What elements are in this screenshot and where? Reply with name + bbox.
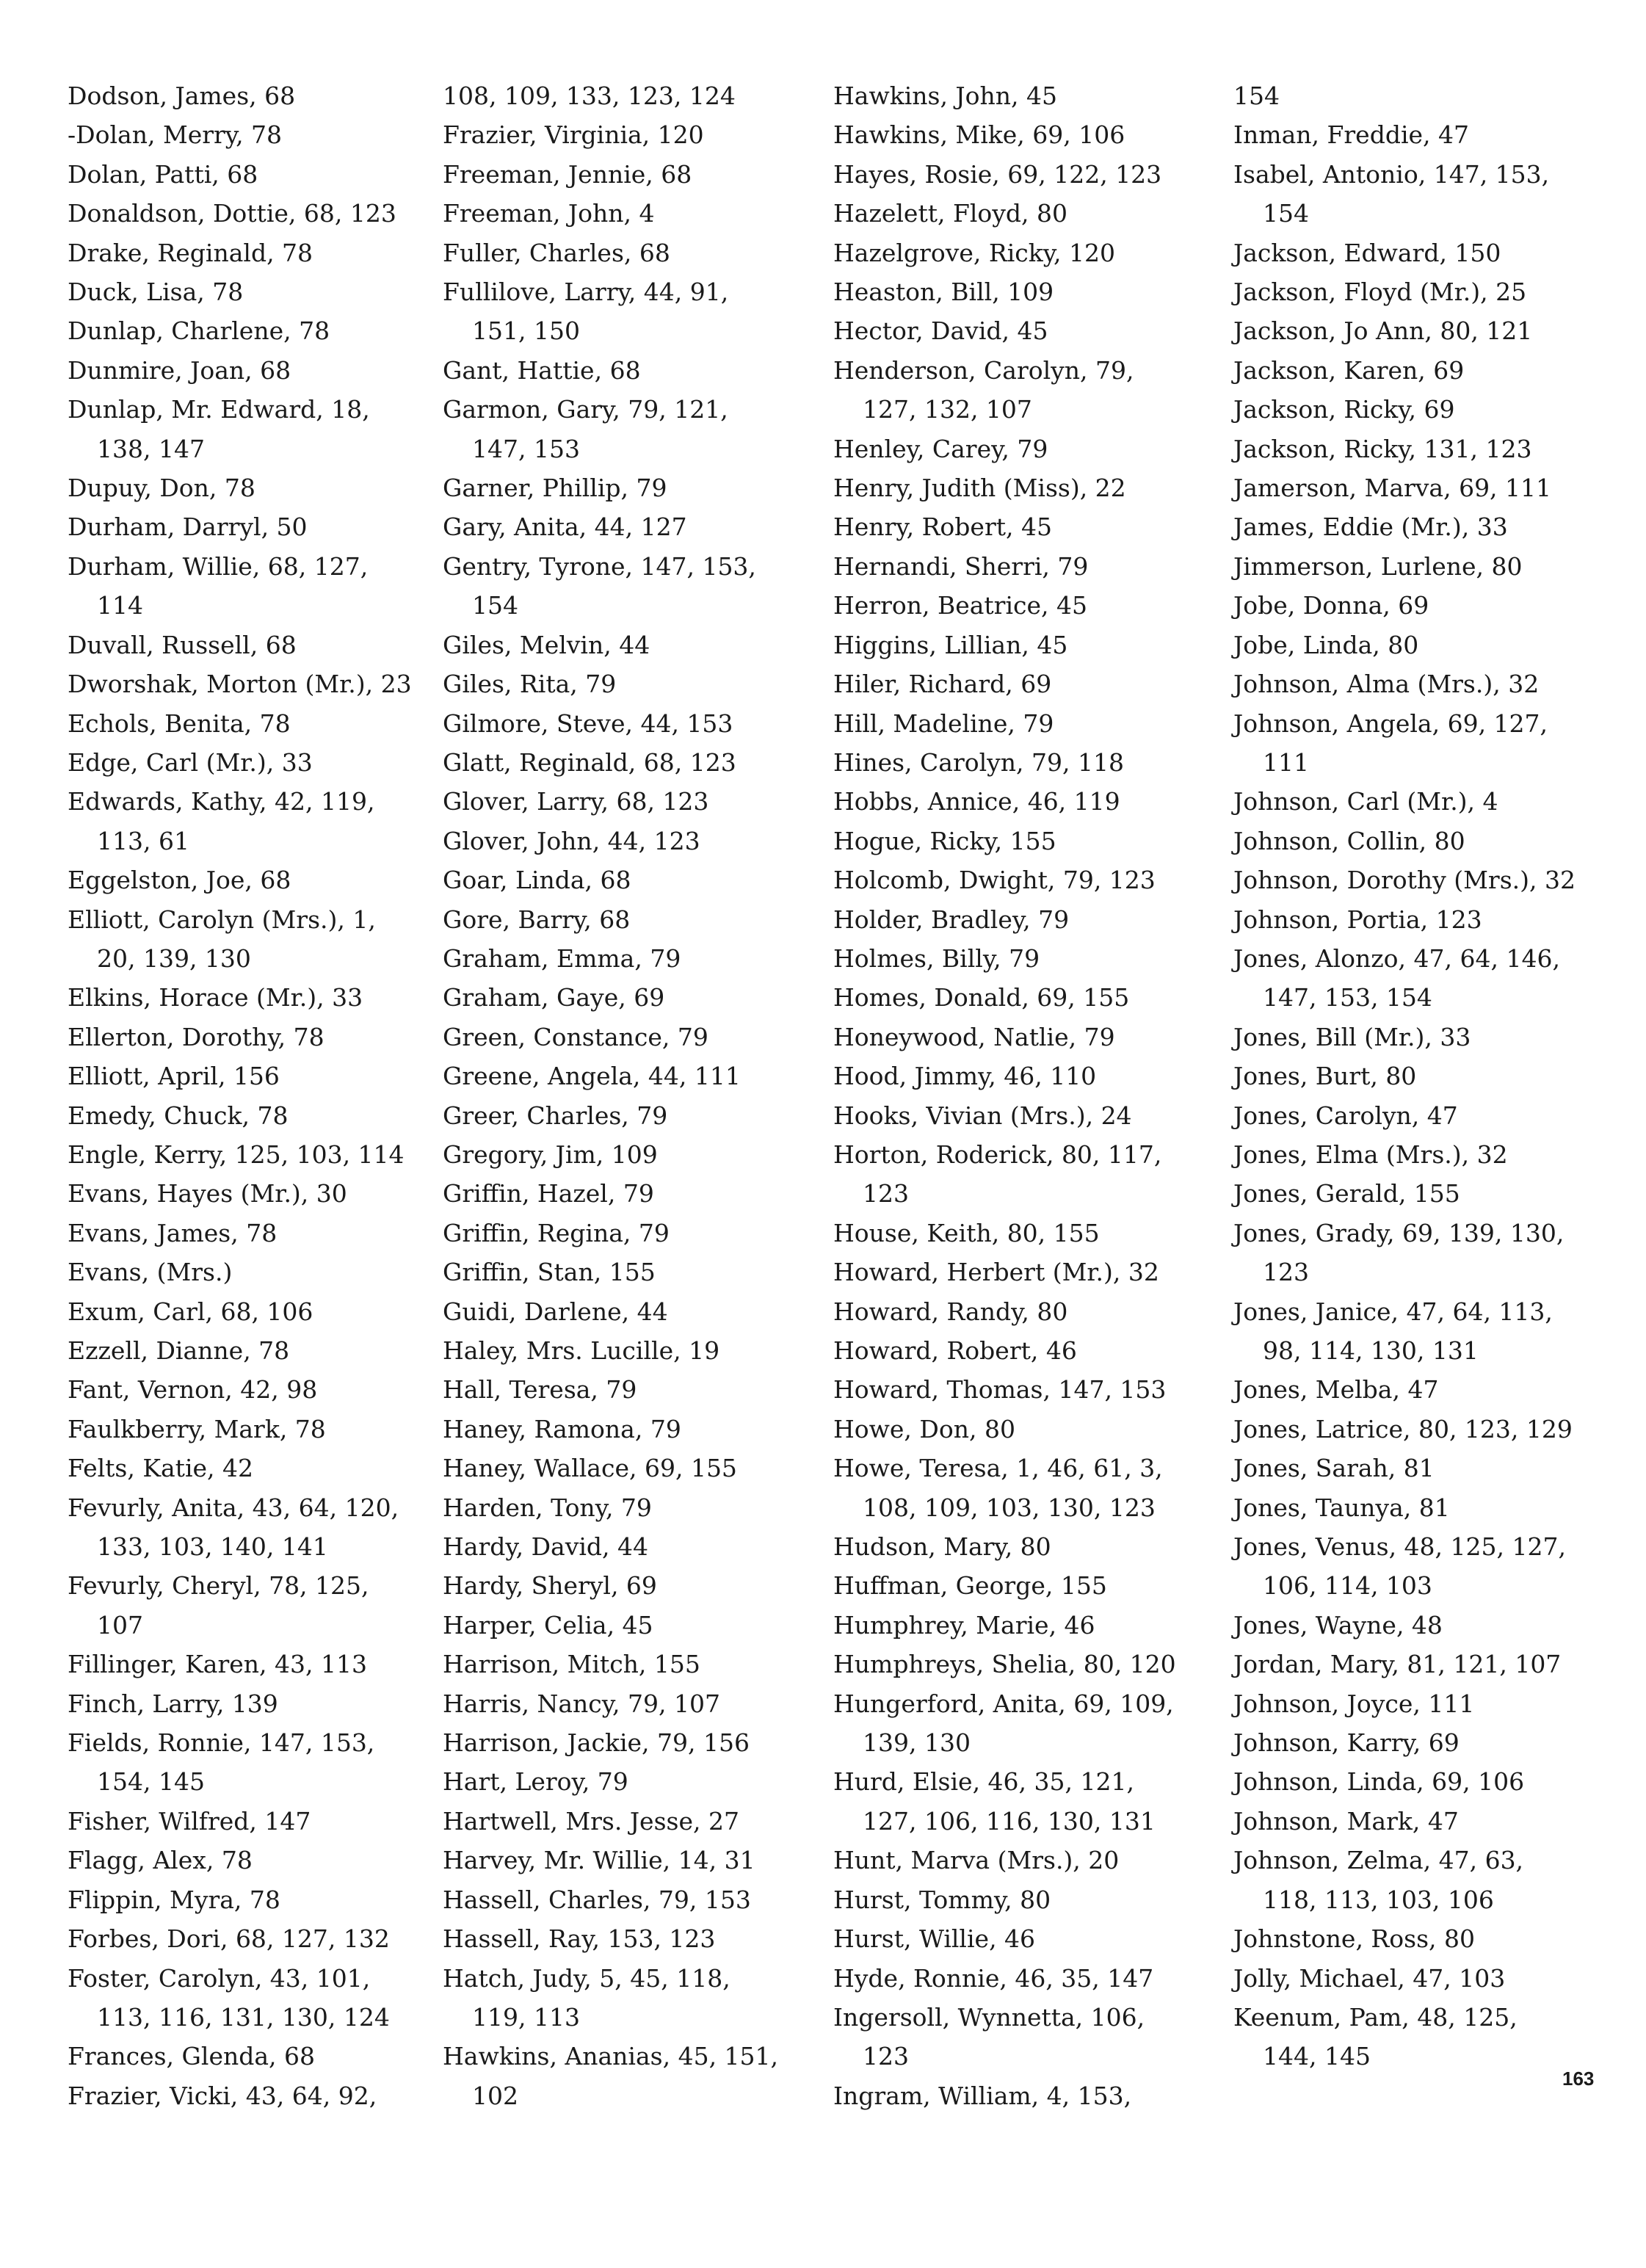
index-entry: Jones, Latrice, 80, 123, 129 bbox=[1233, 1414, 1573, 1443]
index-entry: Glover, John, 44, 123 bbox=[443, 826, 700, 855]
index-entry: Jones, Sarah, 81 bbox=[1233, 1454, 1435, 1483]
index-entry: Jones, Burt, 80 bbox=[1233, 1062, 1417, 1091]
index-entry: Heaston, Bill, 109 bbox=[833, 278, 1054, 307]
index-entry: Gilmore, Steve, 44, 153 bbox=[443, 709, 733, 738]
index-entry: Hood, Jimmy, 46, 110 bbox=[833, 1062, 1097, 1091]
index-entry: Howard, Robert, 46 bbox=[833, 1336, 1077, 1365]
index-entry: Hart, Leroy, 79 bbox=[443, 1767, 628, 1797]
index-entry: Ingersoll, Wynnetta, 106, 123 bbox=[833, 2002, 1145, 2071]
index-entry: Johnson, Joyce, 111 bbox=[1233, 1689, 1475, 1718]
index-entry: Fevurly, Anita, 43, 64, 120, 133, 103, 140, 141 bbox=[68, 1493, 399, 1562]
index-entry: Jones, Elma (Mrs.), 32 bbox=[1233, 1140, 1508, 1169]
index-entry: Jackson, Floyd (Mr.), 25 bbox=[1233, 278, 1527, 307]
index-entry: Graham, Gaye, 69 bbox=[443, 983, 665, 1012]
index-entry: Jones, Melba, 47 bbox=[1233, 1375, 1439, 1405]
index-entry: Drake, Reginald, 78 bbox=[68, 238, 313, 267]
index-column-1 bbox=[68, 76, 420, 2115]
index-entry: Howard, Randy, 80 bbox=[833, 1297, 1068, 1326]
index-entry: Ezzell, Dianne, 78 bbox=[68, 1336, 290, 1365]
index-column-3 bbox=[833, 76, 1178, 2115]
index-entry: Huffman, George, 155 bbox=[833, 1571, 1107, 1601]
index-entry: Finch, Larry, 139 bbox=[68, 1689, 278, 1718]
index-entry: Goar, Linda, 68 bbox=[443, 866, 631, 895]
index-entry: Dunlap, Charlene, 78 bbox=[68, 316, 330, 346]
index-entry: Henderson, Carolyn, 79, 127, 132, 107 bbox=[833, 355, 1134, 424]
index-entry: Giles, Rita, 79 bbox=[443, 670, 617, 699]
index-entry: Ingram, William, 4, 153, bbox=[833, 2081, 1132, 2110]
index-entry: Hartwell, Mrs. Jesse, 27 bbox=[443, 1806, 739, 1836]
index-entry: Hines, Carolyn, 79, 118 bbox=[833, 747, 1124, 777]
index-entry: Humphreys, Shelia, 80, 120 bbox=[833, 1650, 1176, 1679]
index-entry: Hazelgrove, Ricky, 120 bbox=[833, 238, 1115, 267]
index-entry: Hungerford, Anita, 69, 109, 139, 130 bbox=[833, 1689, 1174, 1758]
index-entry: Jordan, Mary, 81, 121, 107 bbox=[1233, 1650, 1562, 1679]
index-entry: Griffin, Hazel, 79 bbox=[443, 1179, 654, 1209]
index-entry: Harrison, Jackie, 79, 156 bbox=[443, 1728, 750, 1758]
index-entry: Hassell, Charles, 79, 153 bbox=[443, 1885, 751, 1914]
index-entry: Duvall, Russell, 68 bbox=[68, 630, 297, 659]
index-entry: Haney, Wallace, 69, 155 bbox=[443, 1454, 737, 1483]
index-entry: Higgins, Lillian, 45 bbox=[833, 630, 1068, 659]
index-entry: Harden, Tony, 79 bbox=[443, 1493, 652, 1522]
index-entry: Johnson, Zelma, 47, 63, 118, 113, 103, 106 bbox=[1233, 1846, 1524, 1914]
index-entry: Jones, Alonzo, 47, 64, 146, 147, 153, 154 bbox=[1233, 943, 1560, 1012]
index-entry: Eggelston, Joe, 68 bbox=[68, 866, 291, 895]
index-entry: Jackson, Ricky, 69 bbox=[1233, 395, 1455, 424]
index-entry: Fisher, Wilfred, 147 bbox=[68, 1806, 311, 1836]
index-entry: Harper, Celia, 45 bbox=[443, 1610, 653, 1640]
index-entry: Howe, Don, 80 bbox=[833, 1414, 1015, 1443]
index-entry: Hector, David, 45 bbox=[833, 316, 1048, 346]
index-entry: Dolan, Patti, 68 bbox=[68, 159, 258, 189]
index-entry: Hooks, Vivian (Mrs.), 24 bbox=[833, 1101, 1132, 1130]
index-entry: Johnson, Portia, 123 bbox=[1233, 905, 1482, 934]
index-entry: Johnson, Dorothy (Mrs.), 32 bbox=[1233, 866, 1576, 895]
index-entry: Jones, Venus, 48, 125, 127, 106, 114, 103 bbox=[1233, 1532, 1566, 1601]
index-entry: Jackson, Edward, 150 bbox=[1233, 238, 1501, 267]
index-entry: Howard, Thomas, 147, 153 bbox=[833, 1375, 1167, 1405]
index-entry: Hawkins, John, 45 bbox=[833, 81, 1057, 110]
index-entry: Evans, (Mrs.) bbox=[68, 1258, 233, 1287]
index-entry: Hiler, Richard, 69 bbox=[833, 670, 1052, 699]
index-entry: Inman, Freddie, 47 bbox=[1233, 120, 1469, 150]
index-entry: 154 bbox=[1233, 81, 1280, 110]
index-entry: Jones, Janice, 47, 64, 113, 98, 114, 130, 131 bbox=[1233, 1297, 1553, 1365]
index-entry: Jones, Carolyn, 47 bbox=[1233, 1101, 1458, 1130]
index-entry: Horton, Roderick, 80, 117, 123 bbox=[833, 1140, 1162, 1209]
index-entry: Hazelett, Floyd, 80 bbox=[833, 199, 1068, 228]
index-entry: Engle, Kerry, 125, 103, 114 bbox=[68, 1140, 405, 1169]
index-entry: Homes, Donald, 69, 155 bbox=[833, 983, 1130, 1012]
index-entry: Howe, Teresa, 1, 46, 61, 3, 108, 109, 103, 130, 123 bbox=[833, 1454, 1163, 1522]
index-entry: House, Keith, 80, 155 bbox=[833, 1218, 1100, 1247]
index-entry: Jackson, Ricky, 131, 123 bbox=[1233, 434, 1532, 463]
index-entry: Fullilove, Larry, 44, 91, 151, 150 bbox=[443, 278, 729, 346]
index-entry: Gary, Anita, 44, 127 bbox=[443, 512, 687, 542]
index-entry: Hurst, Willie, 46 bbox=[833, 1924, 1036, 1954]
index-entry: Dunmire, Joan, 68 bbox=[68, 355, 291, 385]
index-entry: Hayes, Rosie, 69, 122, 123 bbox=[833, 159, 1162, 189]
index-column-4 bbox=[1233, 76, 1578, 2076]
index-entry: Jolly, Michael, 47, 103 bbox=[1233, 1963, 1506, 1993]
index-entry: Johnson, Carl (Mr.), 4 bbox=[1233, 787, 1498, 816]
index-entry: Graham, Emma, 79 bbox=[443, 943, 681, 973]
index-entry: Garner, Phillip, 79 bbox=[443, 474, 667, 503]
index-entry: Griffin, Regina, 79 bbox=[443, 1218, 670, 1247]
index-entry: Hudson, Mary, 80 bbox=[833, 1532, 1051, 1562]
index-entry: Hurd, Elsie, 46, 35, 121, 127, 106, 116, 130, 131 bbox=[833, 1767, 1156, 1836]
index-entry: Durham, Darryl, 50 bbox=[68, 512, 308, 542]
index-entry: Jackson, Karen, 69 bbox=[1233, 355, 1465, 385]
index-entry: Gentry, Tyrone, 147, 153, 154 bbox=[443, 551, 756, 620]
index-entry: Greer, Charles, 79 bbox=[443, 1101, 668, 1130]
index-entry: Edwards, Kathy, 42, 119, 113, 61 bbox=[68, 787, 375, 855]
index-entry: Ellerton, Dorothy, 78 bbox=[68, 1022, 325, 1051]
index-entry: -Dolan, Merry, 78 bbox=[68, 120, 283, 150]
index-entry: Flippin, Myra, 78 bbox=[68, 1885, 280, 1914]
index-entry: Dupuy, Don, 78 bbox=[68, 474, 255, 503]
index-entry: Jimmerson, Lurlene, 80 bbox=[1233, 551, 1523, 581]
index-entry: Greene, Angela, 44, 111 bbox=[443, 1062, 741, 1091]
index-entry: Hurst, Tommy, 80 bbox=[833, 1885, 1051, 1914]
index-entry: Hall, Teresa, 79 bbox=[443, 1375, 637, 1405]
index-entry: Hyde, Ronnie, 46, 35, 147 bbox=[833, 1963, 1154, 1993]
index-entry: Freeman, John, 4 bbox=[443, 199, 655, 228]
index-entry: Forbes, Dori, 68, 127, 132 bbox=[68, 1924, 390, 1954]
index-entry: Harrison, Mitch, 155 bbox=[443, 1650, 700, 1679]
index-entry: Glatt, Reginald, 68, 123 bbox=[443, 747, 736, 777]
index-entry: Johnson, Linda, 69, 106 bbox=[1233, 1767, 1525, 1797]
index-entry: Jones, Gerald, 155 bbox=[1233, 1179, 1460, 1209]
index-entry: Hardy, Sheryl, 69 bbox=[443, 1571, 657, 1601]
index-entry: Dodson, James, 68 bbox=[68, 81, 296, 110]
index-entry: Griffin, Stan, 155 bbox=[443, 1258, 656, 1287]
index-entry: Harvey, Mr. Willie, 14, 31 bbox=[443, 1846, 755, 1875]
index-entry: Honeywood, Natlie, 79 bbox=[833, 1022, 1115, 1051]
index-entry: Humphrey, Marie, 46 bbox=[833, 1610, 1095, 1640]
page-number: 163 bbox=[1562, 2068, 1595, 2090]
index-entry: Hawkins, Ananias, 45, 151, 102 bbox=[443, 2042, 779, 2110]
index-entry: 108, 109, 133, 123, 124 bbox=[443, 81, 736, 110]
index-entry: Johnstone, Ross, 80 bbox=[1233, 1924, 1475, 1954]
index-entry: Henry, Robert, 45 bbox=[833, 512, 1052, 542]
index-entry: Faulkberry, Mark, 78 bbox=[68, 1414, 326, 1443]
index-entry: Johnson, Angela, 69, 127, 111 bbox=[1233, 709, 1548, 777]
index-entry: Evans, James, 78 bbox=[68, 1218, 278, 1247]
index-entry: Dworshak, Morton (Mr.), 23 bbox=[68, 670, 412, 699]
index-entry: Holmes, Billy, 79 bbox=[833, 943, 1040, 973]
index-entry: Guidi, Darlene, 44 bbox=[443, 1297, 668, 1326]
index-entry: Frazier, Vicki, 43, 64, 92, bbox=[68, 2081, 377, 2110]
index-entry: Harris, Nancy, 79, 107 bbox=[443, 1689, 720, 1718]
index-entry: Jackson, Jo Ann, 80, 121 bbox=[1233, 316, 1533, 346]
index-entry: Jones, Wayne, 48 bbox=[1233, 1610, 1443, 1640]
index-entry: Hernandi, Sherri, 79 bbox=[833, 551, 1089, 581]
index-entry: Henley, Carey, 79 bbox=[833, 434, 1048, 463]
index-entry: Elliott, Carolyn (Mrs.), 1, 20, 139, 130 bbox=[68, 905, 376, 973]
index-entry: Hogue, Ricky, 155 bbox=[833, 826, 1056, 855]
index-entry: Hassell, Ray, 153, 123 bbox=[443, 1924, 716, 1954]
index-entry: Frazier, Virginia, 120 bbox=[443, 120, 704, 150]
index-entry: Holder, Bradley, 79 bbox=[833, 905, 1070, 934]
index-entry: Johnson, Mark, 47 bbox=[1233, 1806, 1459, 1836]
index-entry: Elkins, Horace (Mr.), 33 bbox=[68, 983, 363, 1012]
index-entry: Hatch, Judy, 5, 45, 118, 119, 113 bbox=[443, 1963, 730, 2032]
index-entry: Jobe, Donna, 69 bbox=[1233, 591, 1429, 620]
index-entry: Echols, Benita, 78 bbox=[68, 709, 291, 738]
index-entry: Jamerson, Marva, 69, 111 bbox=[1233, 474, 1552, 503]
index-entry: Holcomb, Dwight, 79, 123 bbox=[833, 866, 1156, 895]
index-entry: Haney, Ramona, 79 bbox=[443, 1414, 681, 1443]
index-entry: Glover, Larry, 68, 123 bbox=[443, 787, 709, 816]
index-entry: Elliott, April, 156 bbox=[68, 1062, 280, 1091]
index-entry: Hawkins, Mike, 69, 106 bbox=[833, 120, 1125, 150]
index-entry: Dunlap, Mr. Edward, 18, 138, 147 bbox=[68, 395, 370, 463]
index-entry: Isabel, Antonio, 147, 153, 154 bbox=[1233, 159, 1550, 228]
index-entry: Giles, Melvin, 44 bbox=[443, 630, 650, 659]
index-entry: Haley, Mrs. Lucille, 19 bbox=[443, 1336, 720, 1365]
index-column-2 bbox=[443, 76, 788, 2115]
index-entry: Green, Constance, 79 bbox=[443, 1022, 708, 1051]
index-entry: Frances, Glenda, 68 bbox=[68, 2042, 315, 2071]
index-entry: Johnson, Alma (Mrs.), 32 bbox=[1233, 670, 1540, 699]
index-entry: Edge, Carl (Mr.), 33 bbox=[68, 747, 313, 777]
index-entry: Hardy, David, 44 bbox=[443, 1532, 649, 1562]
index-entry: Garmon, Gary, 79, 121, 147, 153 bbox=[443, 395, 728, 463]
index-entry: Gore, Barry, 68 bbox=[443, 905, 631, 934]
index-entry: Herron, Beatrice, 45 bbox=[833, 591, 1087, 620]
index-entry: Donaldson, Dottie, 68, 123 bbox=[68, 199, 396, 228]
index-entry: Flagg, Alex, 78 bbox=[68, 1846, 253, 1875]
index-entry: Fields, Ronnie, 147, 153, 154, 145 bbox=[68, 1728, 375, 1797]
index-entry: Jones, Grady, 69, 139, 130, 123 bbox=[1233, 1218, 1565, 1287]
index-entry: Foster, Carolyn, 43, 101, 113, 116, 131, 130, 124 bbox=[68, 1963, 390, 2032]
index-entry: Fillinger, Karen, 43, 113 bbox=[68, 1650, 367, 1679]
index-entry: Hobbs, Annice, 46, 119 bbox=[833, 787, 1120, 816]
index-entry: Hunt, Marva (Mrs.), 20 bbox=[833, 1846, 1120, 1875]
index-entry: Gant, Hattie, 68 bbox=[443, 355, 641, 385]
index-entry: Henry, Judith (Miss), 22 bbox=[833, 474, 1126, 503]
index-entry: Jobe, Linda, 80 bbox=[1233, 630, 1419, 659]
index-entry: Evans, Hayes (Mr.), 30 bbox=[68, 1179, 347, 1209]
index-entry: Exum, Carl, 68, 106 bbox=[68, 1297, 313, 1326]
index-entry: Gregory, Jim, 109 bbox=[443, 1140, 658, 1169]
index-entry: James, Eddie (Mr.), 33 bbox=[1233, 512, 1508, 542]
index-entry: Keenum, Pam, 48, 125, 144, 145 bbox=[1233, 2002, 1518, 2071]
index-entry: Jones, Taunya, 81 bbox=[1233, 1493, 1450, 1522]
index-entry: Freeman, Jennie, 68 bbox=[443, 159, 692, 189]
index-entry: Howard, Herbert (Mr.), 32 bbox=[833, 1258, 1159, 1287]
index-entry: Duck, Lisa, 78 bbox=[68, 278, 244, 307]
index-entry: Hill, Madeline, 79 bbox=[833, 709, 1054, 738]
index-entry: Jones, Bill (Mr.), 33 bbox=[1233, 1022, 1471, 1051]
index-entry: Emedy, Chuck, 78 bbox=[68, 1101, 289, 1130]
index-entry: Fevurly, Cheryl, 78, 125, 107 bbox=[68, 1571, 369, 1640]
index-entry: Fuller, Charles, 68 bbox=[443, 238, 670, 267]
index-entry: Felts, Katie, 42 bbox=[68, 1454, 253, 1483]
index-entry: Durham, Willie, 68, 127, 114 bbox=[68, 551, 369, 620]
index-entry: Fant, Vernon, 42, 98 bbox=[68, 1375, 318, 1405]
index-entry: Johnson, Collin, 80 bbox=[1233, 826, 1465, 855]
index-entry: Johnson, Karry, 69 bbox=[1233, 1728, 1460, 1758]
